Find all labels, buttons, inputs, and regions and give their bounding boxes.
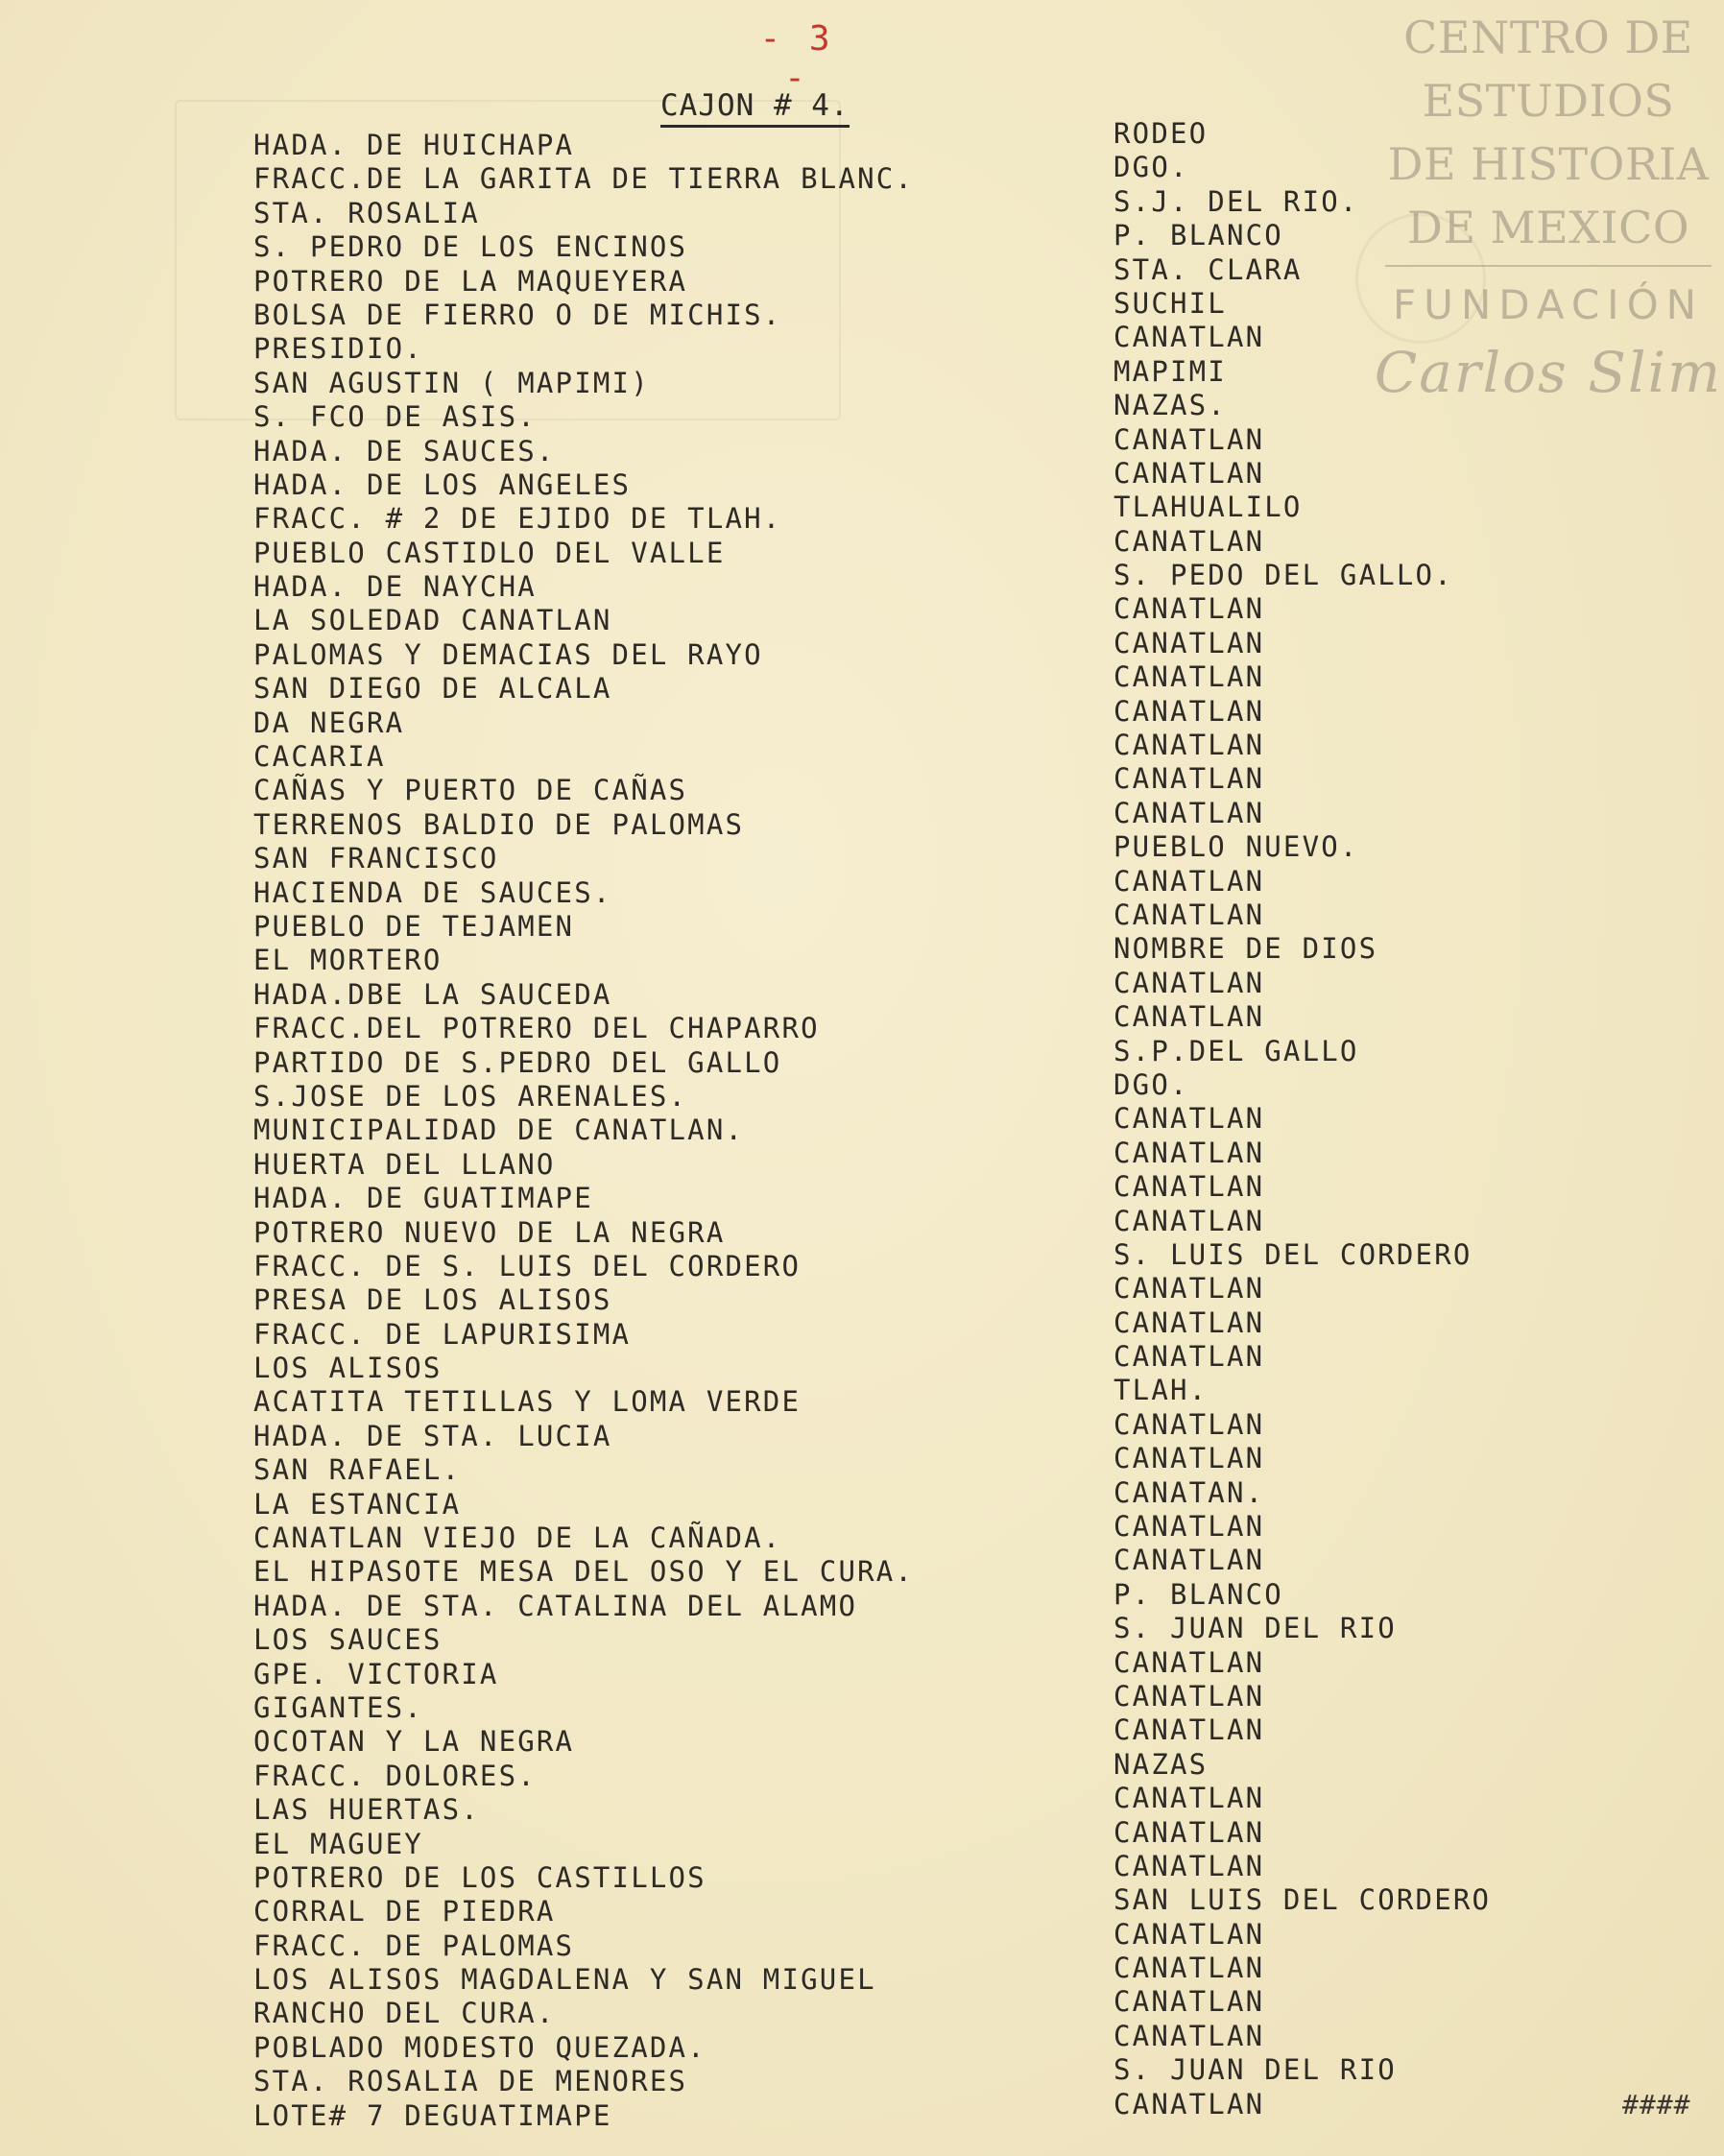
municipality-column [1113, 117, 1491, 2121]
page-heading: CAJON # 4. [660, 88, 850, 128]
property-entry: LAS HUERTAS. [253, 1793, 480, 1827]
municipality-entry: NOMBRE DE DIOS [1113, 932, 1378, 966]
property-entry: PRESA DE LOS ALISOS [253, 1283, 612, 1317]
municipality-entry: TLAH. [1113, 1374, 1209, 1407]
property-entry: S. PEDRO DE LOS ENCINOS [253, 230, 688, 264]
property-entry: PRESIDIO. [253, 332, 423, 366]
property-entry: MUNICIPALIDAD DE CANATLAN. [253, 1114, 745, 1147]
property-entry: SAN FRANCISCO [253, 842, 499, 875]
municipality-entry: RODEO [1113, 117, 1209, 150]
municipality-entry: CANATLAN [1113, 864, 1265, 898]
property-entry: FRACC.DEL POTRERO DEL CHAPARRO [253, 1012, 820, 1045]
municipality-entry: CANATLAN [1113, 660, 1265, 694]
municipality-entry: CANATLAN [1113, 626, 1265, 659]
municipality-entry: P. BLANCO [1113, 1577, 1283, 1611]
property-entry: CANATLAN VIEJO DE LA CAÑADA. [253, 1521, 782, 1555]
property-entry: PARTIDO DE S.PEDRO DEL GALLO [253, 1045, 782, 1079]
archive-watermark [1373, 6, 1724, 411]
watermark-line: CENTRO DE [1403, 12, 1693, 63]
property-entry: FRACC. DE PALOMAS [253, 1928, 575, 1962]
municipality-entry: PUEBLO NUEVO. [1113, 830, 1359, 864]
property-entry: SAN DIEGO DE ALCALA [253, 672, 612, 706]
page-number: - 3 - [759, 19, 834, 98]
property-entry: LOS ALISOS MAGDALENA Y SAN MIGUEL [253, 1963, 876, 1997]
municipality-entry: CANATLAN [1113, 898, 1265, 931]
municipality-entry: CANATLAN [1113, 2019, 1265, 2052]
property-entry: STA. ROSALIA DE MENORES [253, 2065, 688, 2098]
municipality-entry: DGO. [1113, 1067, 1189, 1101]
property-entry: LOTE# 7 DEGUATIMAPE [253, 2098, 612, 2132]
property-entry: DA NEGRA [253, 706, 405, 739]
municipality-entry: S.P.DEL GALLO [1113, 1034, 1359, 1067]
municipality-entry: CANATLAN [1113, 1204, 1265, 1237]
municipality-entry: CANATLAN [1113, 1544, 1265, 1577]
watermark-divider [1385, 265, 1712, 267]
property-entry: POTRERO DE LOS CASTILLOS [253, 1860, 706, 1894]
property-entry: POTRERO DE LA MAQUEYERA [253, 264, 688, 298]
property-entry: FRACC. DOLORES. [253, 1759, 537, 1792]
municipality-entry: SUCHIL [1113, 286, 1227, 320]
property-entry: SAN AGUSTIN ( MAPIMI) [253, 366, 650, 399]
property-entry: RANCHO DEL CURA. [253, 1997, 556, 2030]
watermark-line: ESTUDIOS [1422, 75, 1675, 127]
watermark-signature: Carlos Slim [1374, 340, 1723, 405]
watermark-line: DE MEXICO [1406, 202, 1690, 253]
municipality-entry: CANATLAN [1113, 2087, 1265, 2120]
property-entry: POBLADO MODESTO QUEZADA. [253, 2030, 706, 2064]
municipality-entry: CANATLAN [1113, 1170, 1265, 1204]
property-entry: HADA. DE NAYCHA [253, 570, 537, 604]
municipality-entry: CANATLAN [1113, 1917, 1265, 1951]
property-entry: OCOTAN Y LA NEGRA [253, 1725, 575, 1759]
property-entry: POTRERO NUEVO DE LA NEGRA [253, 1215, 726, 1249]
property-entry: CAÑAS Y PUERTO DE CAÑAS [253, 774, 688, 807]
property-entry: LA ESTANCIA [253, 1487, 462, 1521]
municipality-entry: CANATLAN [1113, 762, 1265, 796]
property-entry: FRACC. DE S. LUIS DEL CORDERO [253, 1249, 802, 1282]
municipality-entry: CANATLAN [1113, 796, 1265, 829]
municipality-entry: CANATLAN [1113, 1306, 1265, 1339]
municipality-entry: NAZAS. [1113, 389, 1227, 422]
property-entry: HUERTA DEL LLANO [253, 1147, 556, 1181]
municipality-entry: CANATLAN [1113, 456, 1265, 490]
municipality-entry: CANATLAN [1113, 694, 1265, 728]
municipality-entry: CANATLAN [1113, 1340, 1265, 1374]
property-entry: HADA. DE LOS ANGELES [253, 467, 632, 501]
municipality-entry: CANATLAN [1113, 592, 1265, 626]
property-entry: HADA. DE STA. LUCIA [253, 1419, 612, 1452]
municipality-entry: CANATLAN [1113, 1442, 1265, 1475]
municipality-entry: S.J. DEL RIO. [1113, 184, 1359, 218]
municipality-entry: CANATLAN [1113, 1679, 1265, 1713]
property-entry: EL MORTERO [253, 944, 443, 977]
property-entry: PUEBLO DE TEJAMEN [253, 909, 575, 943]
property-entry: BOLSA DE FIERRO O DE MICHIS. [253, 298, 782, 331]
property-entry: FRACC.DE LA GARITA DE TIERRA BLANC. [253, 162, 915, 196]
property-entry: CORRAL DE PIEDRA [253, 1895, 556, 1928]
municipality-entry: CANATLAN [1113, 1985, 1265, 2019]
property-entry: HADA. DE HUICHAPA [253, 129, 575, 161]
property-entry: GIGANTES. [253, 1690, 423, 1724]
property-entry: TERRENOS BALDIO DE PALOMAS [253, 807, 745, 841]
property-entry: LA SOLEDAD CANATLAN [253, 604, 612, 637]
municipality-entry: SAN LUIS DEL CORDERO [1113, 1883, 1492, 1917]
property-entry: LOS SAUCES [253, 1623, 443, 1657]
municipality-entry: CANATLAN [1113, 729, 1265, 762]
municipality-entry: S. LUIS DEL CORDERO [1113, 1237, 1473, 1271]
property-entry: PUEBLO CASTIDLO DEL VALLE [253, 536, 726, 569]
property-entry: HADA.DBE LA SAUCEDA [253, 977, 612, 1011]
property-entry: HACIENDA DE SAUCES. [253, 875, 612, 909]
property-entry: S.JOSE DE LOS ARENALES. [253, 1079, 688, 1113]
watermark-foundation: FUNDACIÓN [1392, 281, 1705, 328]
municipality-entry: P. BLANCO [1113, 219, 1283, 252]
property-entry: SAN RAFAEL. [253, 1453, 462, 1487]
property-entry: GPE. VICTORIA [253, 1657, 499, 1690]
property-entry: HADA. DE GUATIMAPE [253, 1182, 593, 1215]
municipality-entry: NAZAS [1113, 1747, 1209, 1781]
municipality-entry: STA. CLARA [1113, 252, 1303, 286]
municipality-entry: CANATLAN [1113, 321, 1265, 354]
municipality-entry: CANATLAN [1113, 1510, 1265, 1544]
municipality-entry: MAPIMI [1113, 354, 1227, 388]
end-mark: #### [1622, 2089, 1691, 2120]
municipality-entry: S. JUAN DEL RIO [1113, 1612, 1397, 1645]
property-entry: STA. ROSALIA [253, 196, 480, 229]
municipality-entry: CANATLAN [1113, 1849, 1265, 1882]
property-entry: ACATITA TETILLAS Y LOMA VERDE [253, 1385, 802, 1419]
municipality-entry: TLAHUALILO [1113, 491, 1303, 524]
property-entry: EL HIPASOTE MESA DEL OSO Y EL CURA. [253, 1555, 915, 1589]
municipality-entry: CANATLAN [1113, 1136, 1265, 1169]
municipality-entry: CANATAN. [1113, 1475, 1265, 1509]
property-entry: FRACC. DE LAPURISIMA [253, 1317, 632, 1351]
municipality-entry: CANATLAN [1113, 1815, 1265, 1849]
municipality-entry: CANATLAN [1113, 422, 1265, 456]
municipality-entry: CANATLAN [1113, 966, 1265, 999]
property-entry: LOS ALISOS [253, 1352, 443, 1385]
municipality-entry: DGO. [1113, 151, 1189, 184]
municipality-entry: CANATLAN [1113, 1272, 1265, 1306]
property-entry: EL MAGUEY [253, 1827, 423, 1860]
property-entry: HADA. DE SAUCES. [253, 434, 556, 467]
municipality-entry: CANATLAN [1113, 524, 1265, 558]
municipality-entry: CANATLAN [1113, 1713, 1265, 1747]
municipality-entry: S. JUAN DEL RIO [1113, 2053, 1397, 2087]
property-name-column [253, 129, 914, 2133]
municipality-entry: CANATLAN [1113, 1952, 1265, 1985]
property-entry: PALOMAS Y DEMACIAS DEL RAYO [253, 637, 763, 671]
property-entry: FRACC. # 2 DE EJIDO DE TLAH. [253, 502, 782, 536]
municipality-entry: CANATLAN [1113, 1407, 1265, 1441]
watermark-line: DE HISTORIA [1387, 138, 1710, 190]
property-entry: HADA. DE STA. CATALINA DEL ALAMO [253, 1589, 858, 1622]
municipality-entry: CANATLAN [1113, 1102, 1265, 1136]
municipality-entry: S. PEDO DEL GALLO. [1113, 559, 1453, 592]
property-entry: CACARIA [253, 740, 386, 774]
municipality-entry: CANATLAN [1113, 1000, 1265, 1034]
municipality-entry: CANATLAN [1113, 1645, 1265, 1679]
municipality-entry: CANATLAN [1113, 1782, 1265, 1815]
property-entry: S. FCO DE ASIS. [253, 400, 537, 434]
